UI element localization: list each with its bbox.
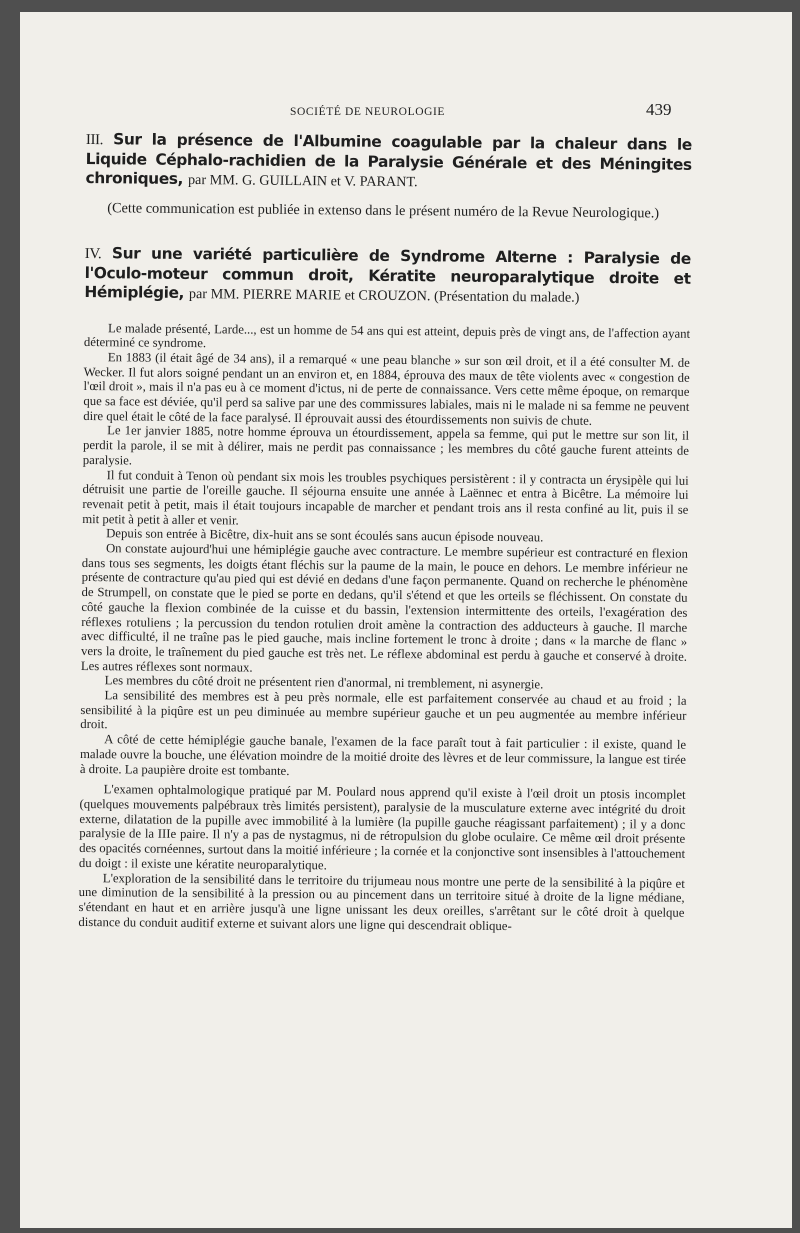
page-number: 439 [646, 100, 672, 119]
body-paragraph: Le 1er janvier 1885, notre homme éprouva un étourdissement, appela sa femme, qui put le mettre sur son lit, il perdit la parole, il se mit à délirer, mais ne perdit pas connaissance ; les membres du côté gauche furent atteints de paralysie. [82, 423, 690, 468]
body-paragraph: L'examen ophtalmologique pratiqué par M. Poulard nous apprend qu'il existe à l'œil droit un ptosis incomplet (quelques mouvements palpébraux très limités persistent), paralysie de la musculature externe avec intégrité du droit externe, dilatation de la pupille avec immobilité à la lumière (la pupille gauche réagissant parfaitement) ; il y a donc paralysie de la IIIe paire. Il n'y a pas de nystagmus, ni de rétropulsion du globe oculaire. Ce même œil droit présente des opacités cornéennes, surtout dans la moitié inférieure ; la cornée et la conjonctive sont insensibles à l'attouchement du doigt : il existe une kératite neuroparalytique. [78, 782, 686, 873]
section-title: Sur une variété particulière de Syndrome Alterne : Paralysie de l'Oculo-moteur commun droit, Kératite neuroparalytique droite et Hémiplégie, [84, 243, 691, 302]
body-paragraph: On constate aujourd'hui une hémiplégie gauche avec contracture. Le membre supérieur est contracturé en flexion dans tous ses segments, les doigts étant fléchis sur la paume de la main, le pouce en dehors. Le membre inférieur ne présente de contracture qu'au pied qui est dévié en dedans d'une façon permanente. Quand on recherche le phénomène de Strumpell, on constate que le pied se porte en dedans, qu'il s'étend et que les orteils se fléchissent. On constate du côté gauche la flexion combinée de la cuisse et du bassin, l'extension intermittente des orteils, l'exagération des réflexes rotuliens ; la percussion du tendon rotulien droit amène la contraction des adducteurs à gauche. Il marche avec difficulté, il ne traîne pas le pied gauche, mais incline fortement le tronc à droite ; dans « la marche de flanc » vers la droite, le traînement du pied gauche est très net. Le réflexe abdominal est perdu à gauche et conservé à droite. Les autres réflexes sont normaux. [80, 541, 689, 675]
section-title: Sur la présence de l'Albumine coagulable par la chaleur dans le Liquide Céphalo-rachidien de la Paralysie Générale et des Méningites chroniques, [85, 130, 692, 188]
body-paragraph: La sensibilité des membres est à peu près normale, elle est parfaitement conservée au chaud et au froid ; la sensibilité à la piqûre est un peu diminuée au membre supérieur gauche et un peu augmentée au membre inférieur droit. [80, 688, 687, 732]
body-paragraph: Le malade présenté, Larde..., est un homme de 54 ans qui est atteint, depuis près de vingt ans, de l'affection ayant déterminé ce syndrome. [83, 320, 691, 351]
publication-note: (Cette communication est publiée in extenso dans le présent numéro de la Revue Neurologique.) [107, 200, 660, 222]
section-authors: par MM. PIERRE MARIE et CROUZON. (Présentation du malade.) [188, 285, 580, 306]
section-authors: par MM. G. GUILLAIN et V. PARANT. [187, 171, 418, 191]
section-heading-4 [84, 243, 691, 308]
body-paragraph: En 1883 (il était âgé de 34 ans), il a remarqué « une peau blanche » sur son œil droit, et il a été consulter M. de Wecker. Il fut alors soigné pendant un an environ et, en 1884, éprouva des maux de tête violents avec « congestion de l'œil droit », mais il n'a pas eu à ce moment d'ictus, ni de perte de connaissance. Vers cette même époque, on remarque que sa face est déviée, qu'il perd sa salive par une des commissures labiales, mais ni le malade ni sa femme ne peuvent dire quel était le côté de la face paralysé. Il éprouvait aussi des étourdissements non suivis de chute. [83, 350, 690, 428]
page-body [78, 130, 692, 935]
document-page [20, 12, 792, 1228]
body-paragraph: A côté de cette hémiplégie gauche banale, l'examen de la face paraît tout à fait particulier : il existe, quand le malade ouvre la bouche, une élévation moindre de la moitié droite des lèvres et de leur commissure, la langue est tirée à droite. La paupière droite est tombante. [79, 732, 687, 778]
running-title: SOCIÉTÉ DE NEUROLOGIE [290, 106, 446, 118]
section-number: IV. [84, 245, 102, 262]
body-paragraph: Depuis son entrée à Bicêtre, dix-huit ans se sont écoulés sans aucun épisode nouveau. [106, 526, 544, 545]
page-header [20, 100, 792, 124]
body-paragraph: L'exploration de la sensibilité dans le territoire du trijumeau nous montre une perte de la sensibilité à la piqûre et une diminution de la sensibilité à la pression ou au pincement dans un territoire situé à droite de la ligne médiane, s'étendant en haut et en arrière jusqu'à une ligne unissant les deux oreilles, s'arrêtant sur le côté droit à quelque distance du conduit auditif externe et suivant alors une ligne qui descendrait oblique- [78, 870, 685, 933]
body-paragraph: Les membres du côté droit ne présentent rien d'anormal, ni tremblement, ni asynergie. [104, 673, 544, 692]
section-number: III. [85, 131, 104, 149]
body-paragraph: Il fut conduit à Tenon où pendant six mois les troubles psychiques persistèrent : il y contracta un érysipèle qui lui détruisit une partie de l'oreille gauche. Il séjourna ensuite une année à Laënnec et entra à Bicêtre. La mémoire lui revenait petit à petit, mais il était toujours incapable de marcher et pendant trois ans il resta confiné au lit, puis il se mit petit à petit à aller et venir. [82, 467, 689, 528]
section-heading-3 [85, 130, 692, 195]
